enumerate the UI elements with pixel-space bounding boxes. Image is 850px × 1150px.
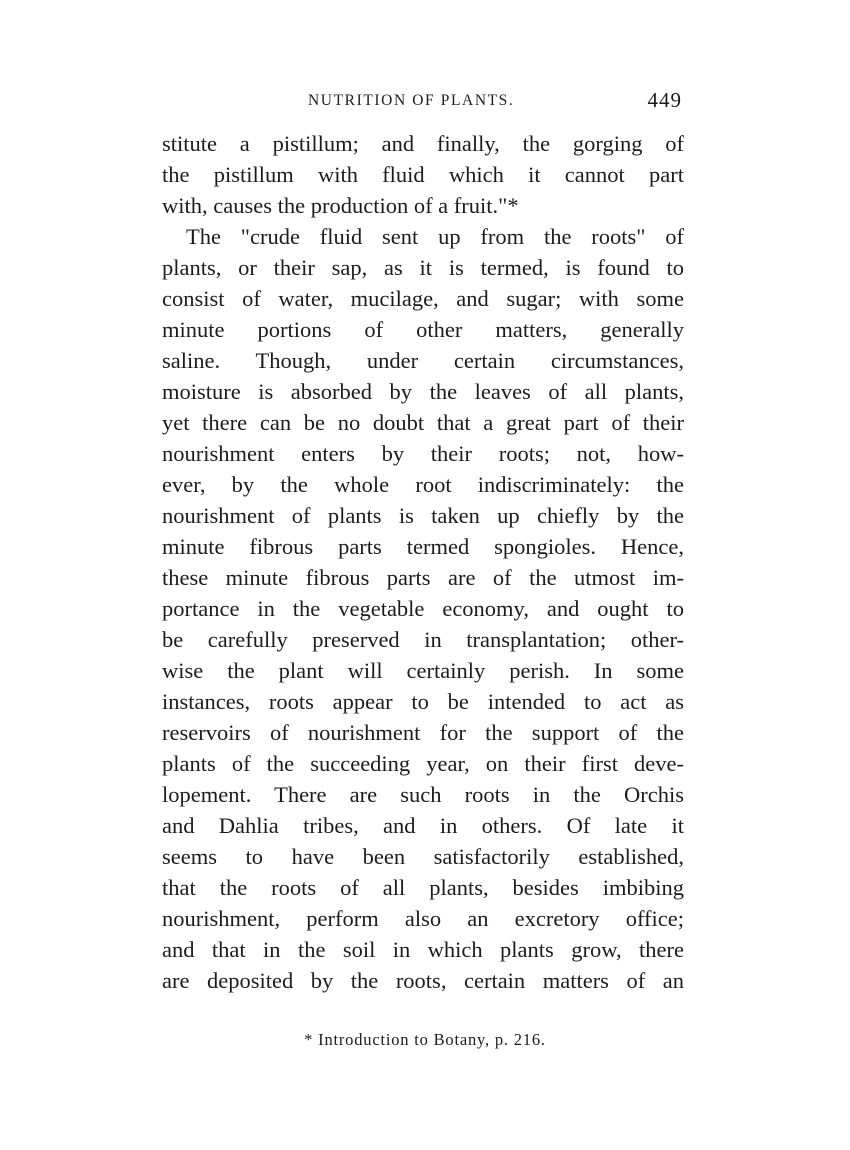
text-line: and that in the soil in which plants grow, there bbox=[162, 937, 684, 962]
text-line: nourishment enters by their roots; not, how- bbox=[162, 441, 684, 466]
body-text bbox=[162, 128, 684, 996]
text-line: nourishment, perform also an excretory office; bbox=[162, 906, 684, 931]
text-line: minute portions of other matters, generally bbox=[162, 317, 684, 342]
text-line: seems to have been satisfactorily established, bbox=[162, 844, 684, 869]
text-line: stitute a pistillum; and finally, the gorging of bbox=[162, 131, 684, 156]
text-line: portance in the vegetable economy, and ought to bbox=[162, 596, 684, 621]
text-line: reservoirs of nourishment for the support of the bbox=[162, 720, 684, 745]
text-line: are deposited by the roots, certain matters of an bbox=[162, 968, 684, 993]
text-line: these minute fibrous parts are of the utmost im- bbox=[162, 565, 684, 590]
text-line: plants of the succeeding year, on their first deve- bbox=[162, 751, 684, 776]
text-line: be carefully preserved in transplantation; other- bbox=[162, 627, 684, 652]
page-number: 449 bbox=[647, 88, 682, 112]
text-line: the pistillum with fluid which it cannot part bbox=[162, 162, 684, 187]
text-line: wise the plant will certainly perish. In some bbox=[162, 658, 684, 683]
text-line: nourishment of plants is taken up chiefly by the bbox=[162, 503, 684, 528]
text-line: ever, by the whole root indiscriminately: the bbox=[162, 472, 684, 497]
text-line: lopement. There are such roots in the Orchis bbox=[162, 782, 684, 807]
text-line: that the roots of all plants, besides imbibing bbox=[162, 875, 684, 900]
text-line: consist of water, mucilage, and sugar; with some bbox=[162, 286, 684, 311]
text-line: The "crude fluid sent up from the roots" of bbox=[186, 224, 684, 249]
text-line: minute fibrous parts termed spongioles. Hence, bbox=[162, 534, 684, 559]
running-title: NUTRITION OF PLANTS. bbox=[308, 92, 515, 109]
text-line: yet there can be no doubt that a great part of their bbox=[162, 410, 684, 435]
text-line: with, causes the production of a fruit."* bbox=[162, 193, 519, 218]
text-line: instances, roots appear to be intended to act as bbox=[162, 689, 684, 714]
running-head bbox=[162, 88, 684, 118]
footnote: * Introduction to Botany, p. 216. bbox=[304, 1030, 546, 1049]
text-line: moisture is absorbed by the leaves of all plants, bbox=[162, 379, 684, 404]
text-line: plants, or their sap, as it is termed, is found to bbox=[162, 255, 684, 280]
text-line: and Dahlia tribes, and in others. Of late it bbox=[162, 813, 684, 838]
text-line: saline. Though, under certain circumstances, bbox=[162, 348, 684, 373]
